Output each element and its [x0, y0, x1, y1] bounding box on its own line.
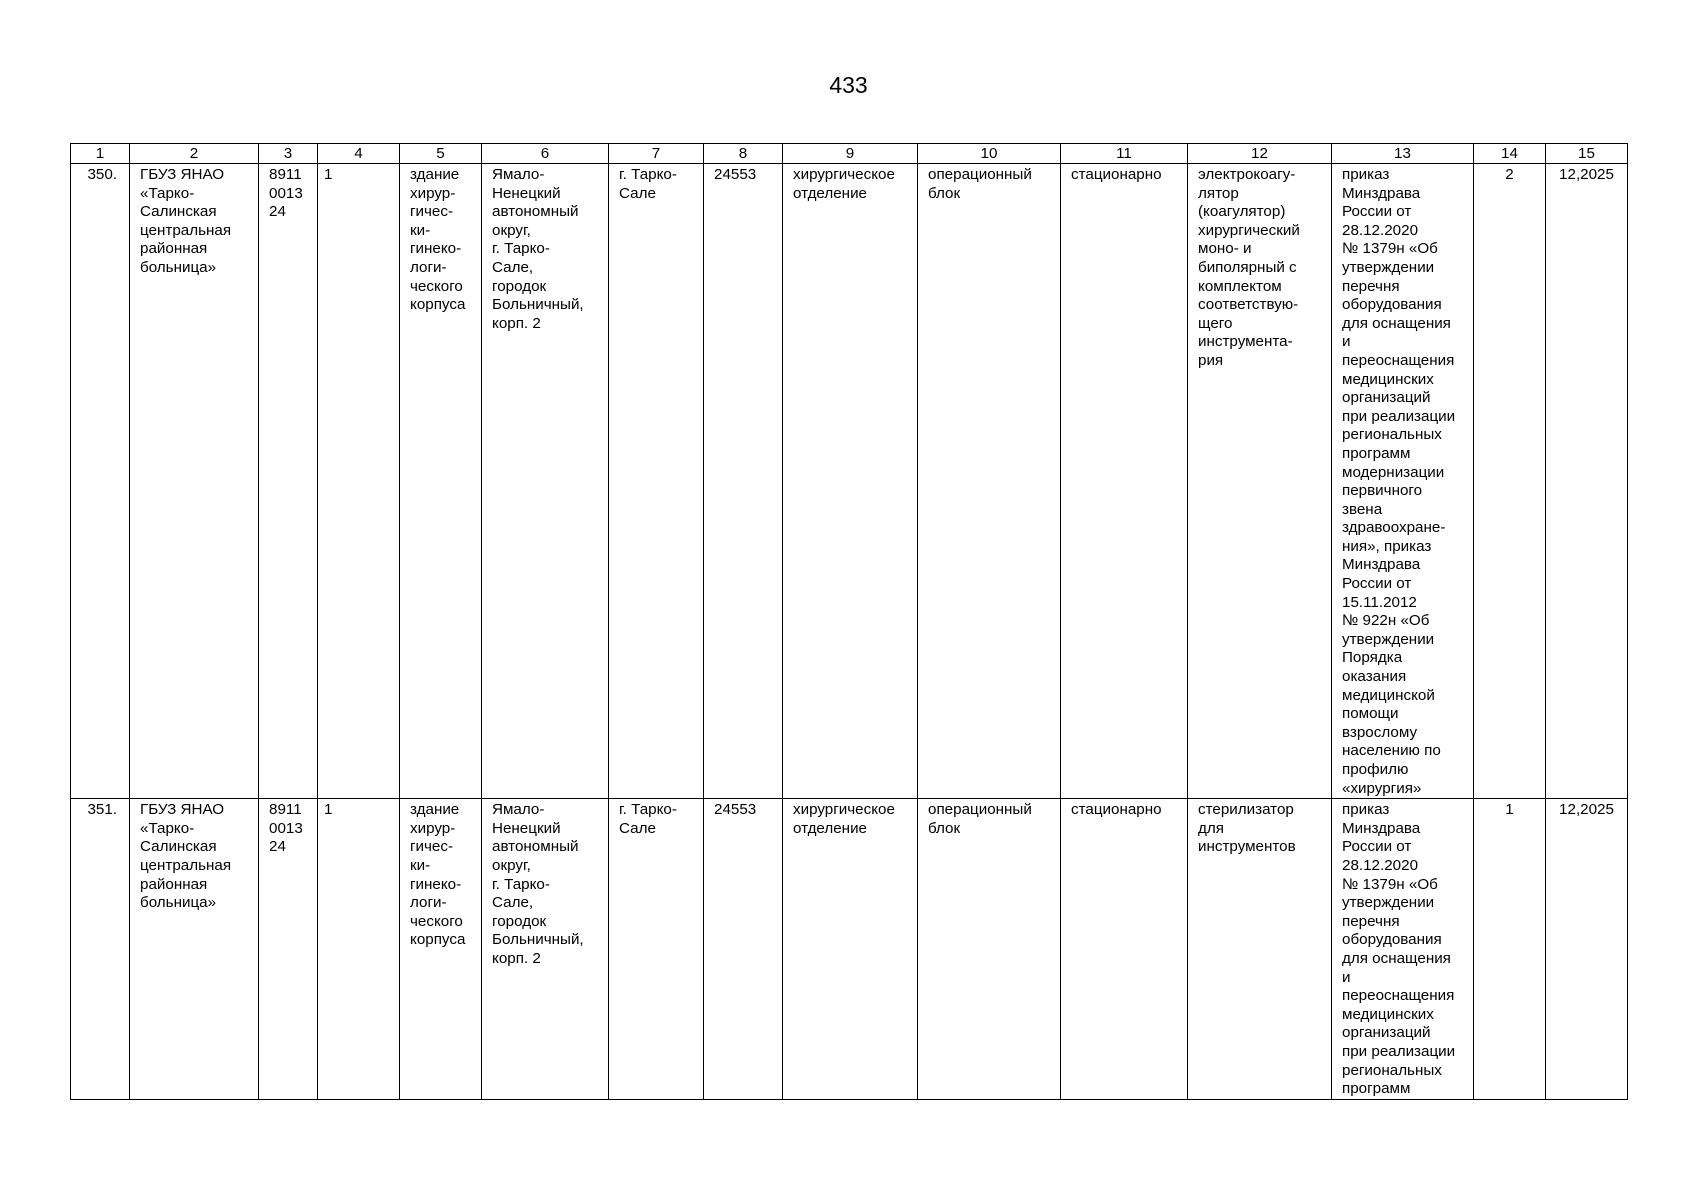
- building-cell: здание хирур- гичес- ки- гинеко- логи- ческого корпуса: [400, 164, 482, 799]
- column-header: 2: [130, 144, 259, 164]
- column-header: 10: [918, 144, 1061, 164]
- address-cell: Ямало- Ненецкий автономный округ, г. Тарко- Сале, городок Больничный, корп. 2: [482, 164, 609, 799]
- department-cell: хирургическое отделение: [783, 799, 918, 1100]
- code-cell: 8911 0013 24: [259, 164, 318, 799]
- column-header: 5: [400, 144, 482, 164]
- column-header: 9: [783, 144, 918, 164]
- equipment-cell: электрокоагу- лятор (коагулятор) хирургический моно- и биполярный с комплектом соответствую- щего инструмента- рия: [1188, 164, 1332, 799]
- order-cell: приказ Минздрава России от 28.12.2020 № 1379н «Об утверждении перечня оборудования для оснащения и переоснащения медицинских организаций при реализации региональных программ: [1332, 799, 1474, 1100]
- mode-cell: стационарно: [1061, 164, 1188, 799]
- date-cell: 12,2025: [1546, 164, 1628, 799]
- table-row: [71, 164, 1628, 799]
- unit-cell: операционный блок: [918, 164, 1061, 799]
- column-number-row: [71, 144, 1628, 164]
- quantity-cell: 1: [1474, 799, 1546, 1100]
- col4-cell: 1: [318, 164, 400, 799]
- column-header: 7: [609, 144, 704, 164]
- organization-cell: ГБУЗ ЯНАО «Тарко- Салинская центральная районная больница»: [130, 799, 259, 1100]
- row-number: 350.: [71, 164, 130, 799]
- order-cell: приказ Минздрава России от 28.12.2020 № 1379н «Об утверждении перечня оборудования для оснащения и переоснащения медицинских организаций при реализации региональных программ модернизации первичного звена здравоохране- ния», приказ Минздрава России от 15.11.2012 № 922н «Об утверждении Порядка оказания медицинской помощи взрослому населению по профилю «хирургия»: [1332, 164, 1474, 799]
- page-number: 433: [829, 72, 868, 98]
- organization-cell: ГБУЗ ЯНАО «Тарко- Салинская центральная районная больница»: [130, 164, 259, 799]
- table-row: [71, 799, 1628, 1100]
- column-header: 13: [1332, 144, 1474, 164]
- building-cell: здание хирур- гичес- ки- гинеко- логи- ческого корпуса: [400, 799, 482, 1100]
- equipment-cell: стерилизатор для инструментов: [1188, 799, 1332, 1100]
- column-header: 15: [1546, 144, 1628, 164]
- column-header: 3: [259, 144, 318, 164]
- col4-cell: 1: [318, 799, 400, 1100]
- quantity-cell: 2: [1474, 164, 1546, 799]
- column-header: 4: [318, 144, 400, 164]
- mode-cell: стационарно: [1061, 799, 1188, 1100]
- column-header: 8: [704, 144, 783, 164]
- column-header: 12: [1188, 144, 1332, 164]
- equipment-table: [70, 143, 1628, 1100]
- department-cell: хирургическое отделение: [783, 164, 918, 799]
- column-header: 14: [1474, 144, 1546, 164]
- unit-cell: операционный блок: [918, 799, 1061, 1100]
- date-cell: 12,2025: [1546, 799, 1628, 1100]
- col8-cell: 24553: [704, 164, 783, 799]
- code-cell: 8911 0013 24: [259, 799, 318, 1100]
- row-number: 351.: [71, 799, 130, 1100]
- column-header: 6: [482, 144, 609, 164]
- column-header: 11: [1061, 144, 1188, 164]
- city-cell: г. Тарко- Сале: [609, 164, 704, 799]
- city-cell: г. Тарко- Сале: [609, 799, 704, 1100]
- column-header: 1: [71, 144, 130, 164]
- col8-cell: 24553: [704, 799, 783, 1100]
- address-cell: Ямало- Ненецкий автономный округ, г. Тарко- Сале, городок Больничный, корп. 2: [482, 799, 609, 1100]
